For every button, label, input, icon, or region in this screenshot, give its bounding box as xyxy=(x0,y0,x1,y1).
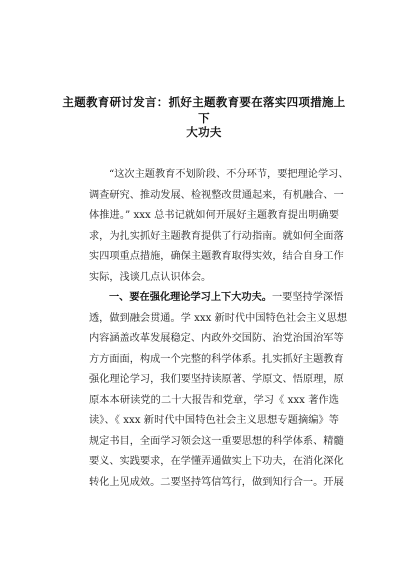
section-1-heading: 一、要在强化理论学习上下大功夫。 xyxy=(109,292,272,303)
document-body xyxy=(89,165,349,493)
paragraph-1-line: 实四项重点措施，确保主题教育取得实效，结合自身工作 xyxy=(89,251,344,262)
paragraph-1-line: 调查研究、推动发展、检视整改贯通起来，有机融合、一 xyxy=(89,189,344,201)
document-title-line-2: 大功夫 xyxy=(186,125,222,139)
paragraph-1-line: 体推进。” xxx 总书记就如何开展好主题教育提出明确要 xyxy=(89,210,339,221)
paragraph-1-line: 实际，浅谈几点认识体会。 xyxy=(89,271,212,283)
paragraph-1-line: “这次主题教育不划阶段、不分环节，要把理论学习、 xyxy=(109,169,349,180)
section-1-line: 规定书目，全面学习领会这一重要思想的科学体系、精髓 xyxy=(89,435,344,447)
section-1-first-line xyxy=(89,288,344,309)
section-1-line: 方方面面，构成一个完整的科学体系。扎实抓好主题教育 xyxy=(89,353,344,365)
section-1-line: 读》、《 xxx 新时代中国特色社会主义思想专题摘编》等 xyxy=(89,415,339,426)
section-1-line: 转化上见成效。二要坚持笃信笃行，做到知行合一。开展 xyxy=(89,476,344,488)
section-1-line: 原本本研读党的二十大报告和党章，学习《 xxx 著作选 xyxy=(89,394,339,406)
paragraph-1-line: 求，为扎实抓好主题教育提供了行动指南。就如何全面落 xyxy=(89,230,344,242)
section-1-line: 透，做到融会贯通。学 xxx 新时代中国特色社会主义思想 xyxy=(89,312,348,324)
section-1-line: 要义、实践要求，在学懂弄通做实上下功夫，在消化深化 xyxy=(89,456,344,467)
section-1-heading-tail: 一要坚持学深悟 xyxy=(272,292,344,303)
document-title-line-1: 主题教育研讨发言：抓好主题教育要在落实四项措施上下 xyxy=(62,95,346,125)
section-1-line: 强化理论学习，我们要坚持读原著、学原文、悟原理，原 xyxy=(89,374,344,385)
section-1-line: 内容涵盖改革发展稳定、内政外交国防、治党治国治军等 xyxy=(89,333,344,344)
